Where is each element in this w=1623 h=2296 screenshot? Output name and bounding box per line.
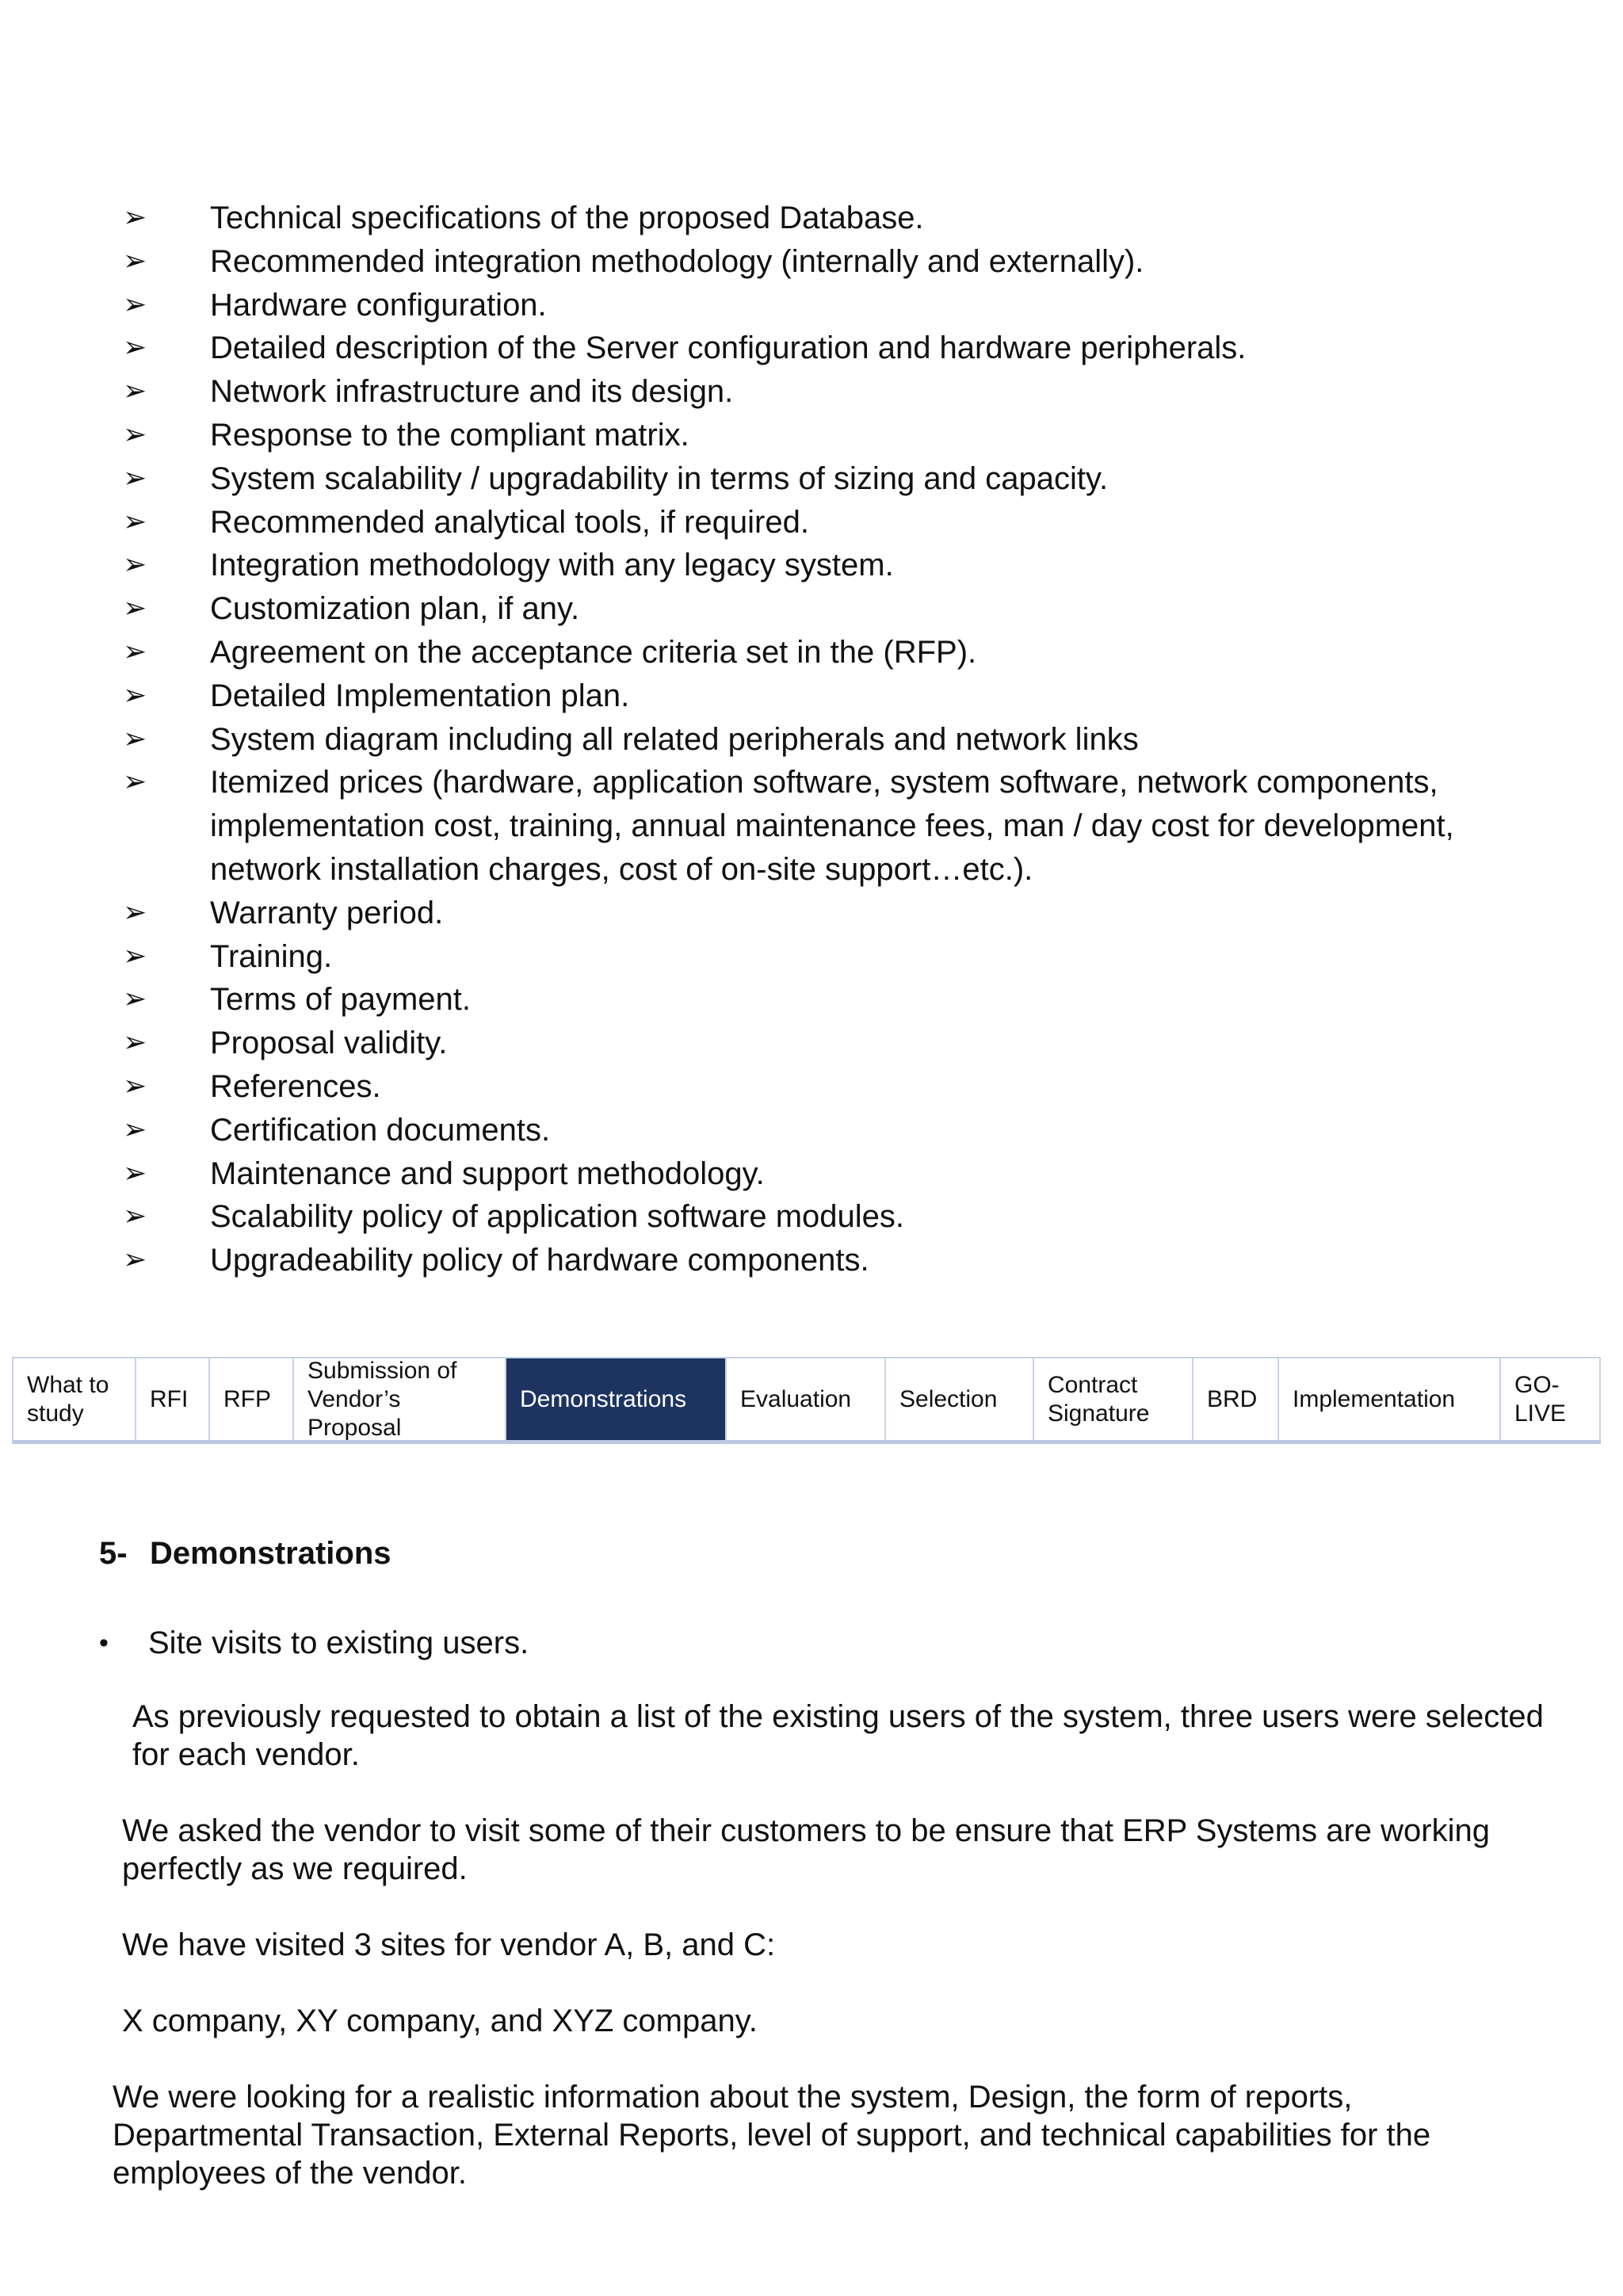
requirement-item [123,1022,1518,1065]
process-step-submission-of-vendor-s-proposal: Submission of Vendor’s Proposal [294,1358,506,1440]
requirement-item [123,501,1518,544]
process-step-demonstrations: Demonstrations [506,1358,727,1440]
arrowhead-bullet-icon: ➢ [123,766,147,799]
paragraph-companies: X company, XY company, and XYZ company. [122,2004,758,2038]
requirement-item [123,457,1518,501]
arrowhead-bullet-icon: ➢ [123,1113,147,1146]
requirement-text: Certification documents. [210,1112,551,1148]
requirement-item [123,240,1518,284]
requirement-text: Recommended analytical tools, if required. [210,504,809,540]
requirement-item [123,1152,1518,1196]
arrowhead-bullet-icon: ➢ [123,1156,147,1190]
requirement-text: Network infrastructure and its design. [210,374,734,410]
arrowhead-bullet-icon: ➢ [123,461,147,495]
requirement-item [123,1239,1518,1282]
requirement-text: Training. [210,938,333,974]
paragraph-vendor-visits: We asked the vendor to visit some of their customers to be ensure that ERP Systems are working perfectly as we required. [122,1813,1490,1886]
requirement-text: Maintenance and support methodology. [210,1156,765,1191]
arrowhead-bullet-icon: ➢ [123,939,147,972]
requirement-item [123,978,1518,1022]
process-step-contract-signature: Contract Signature [1034,1358,1193,1440]
arrowhead-bullet-icon: ➢ [123,1244,147,1277]
arrowhead-bullet-icon: ➢ [123,331,147,365]
bullet-text: Site visits to existing users. [148,1626,529,1660]
paragraph-existing-users: As previously requested to obtain a list of the existing users of the system, three users were selected for each vendor. [132,1699,1544,1772]
arrowhead-bullet-icon: ➢ [123,375,147,408]
requirement-text: Customization plan, if any. [210,591,580,627]
requirement-item [123,1065,1518,1109]
requirement-item [123,761,1518,891]
requirement-item [123,284,1518,327]
requirement-item [123,1195,1518,1239]
requirement-item [123,674,1518,718]
site-visits-bullet [99,1622,529,1664]
requirement-item [123,892,1518,935]
arrowhead-bullet-icon: ➢ [123,983,147,1016]
requirement-item [123,587,1518,631]
arrowhead-bullet-icon: ➢ [123,1069,147,1102]
requirement-item [123,935,1518,979]
bullet-dot-icon: • [99,1628,109,1658]
requirement-text: Agreement on the acceptance criteria set in the (RFP). [210,634,977,670]
requirement-text: Itemized prices (hardware, application software, system software, network components, implementation cost, training, annual maintenance fees, man / day cost for development, network installation charges, cost of on-site support…etc.). [210,765,1454,887]
requirement-text: Scalability policy of application software modules. [210,1199,904,1235]
requirement-item [123,370,1518,414]
requirement-item [123,718,1518,762]
arrowhead-bullet-icon: ➢ [123,288,147,321]
arrowhead-bullet-icon: ➢ [123,722,147,755]
arrowhead-bullet-icon: ➢ [123,201,147,234]
requirement-text: Terms of payment. [210,982,472,1018]
process-step-brd: BRD [1193,1358,1279,1440]
arrowhead-bullet-icon: ➢ [123,678,147,712]
process-step-evaluation: Evaluation [727,1358,886,1440]
arrowhead-bullet-icon: ➢ [123,896,147,929]
section-number: 5- [99,1536,128,1571]
requirement-item [123,197,1518,240]
arrowhead-bullet-icon: ➢ [123,548,147,582]
requirement-text: Upgradeability policy of hardware components. [210,1243,869,1278]
requirement-item [123,414,1518,457]
arrowhead-bullet-icon: ➢ [123,1200,147,1233]
arrowhead-bullet-icon: ➢ [123,244,147,277]
process-step-go-live: GO- LIVE [1501,1358,1601,1440]
requirement-text: Detailed Implementation plan. [210,678,630,713]
requirement-text: Warranty period. [210,895,444,930]
requirement-text: Proposal validity. [210,1026,448,1061]
process-step-implementation: Implementation [1279,1358,1501,1440]
requirement-text: Integration methodology with any legacy system. [210,548,894,583]
requirement-text: Technical specifications of the proposed Database. [210,201,924,235]
requirement-item [123,327,1518,370]
arrowhead-bullet-icon: ➢ [123,1026,147,1060]
requirement-item [123,544,1518,587]
process-steps-bar [12,1357,1601,1444]
paragraph-sites-visited: We have visited 3 sites for vendor A, B, and C: [122,1927,776,1962]
requirement-item [123,1109,1518,1152]
paragraph-realistic-info: We were looking for a realistic information about the system, Design, the form of reports, Departmental Transaction, External Reports, level of support, and technical capabilities for the employees of the vendor. [113,2080,1431,2191]
section-heading [99,1532,391,1575]
requirement-text: References. [210,1068,381,1104]
requirement-text: Recommended integration methodology (internally and externally). [210,243,1144,279]
requirement-item [123,631,1518,674]
arrowhead-bullet-icon: ➢ [123,635,147,668]
process-step-what-to-study: What to study [13,1358,136,1440]
arrowhead-bullet-icon: ➢ [123,505,147,538]
requirement-text: Hardware configuration. [210,287,547,323]
requirement-text: Detailed description of the Server configuration and hardware peripherals. [210,330,1247,366]
requirement-text: System scalability / upgradability in terms of sizing and capacity. [210,460,1109,496]
arrowhead-bullet-icon: ➢ [123,418,147,451]
requirements-list [123,197,1518,1282]
section-title: Demonstrations [150,1536,391,1571]
requirement-text: System diagram including all related peripherals and network links [210,721,1139,757]
process-step-rfp: RFP [210,1358,294,1440]
process-step-rfi: RFI [136,1358,210,1440]
requirement-text: Response to the compliant matrix. [210,417,689,453]
arrowhead-bullet-icon: ➢ [123,592,147,625]
process-step-selection: Selection [886,1358,1034,1440]
